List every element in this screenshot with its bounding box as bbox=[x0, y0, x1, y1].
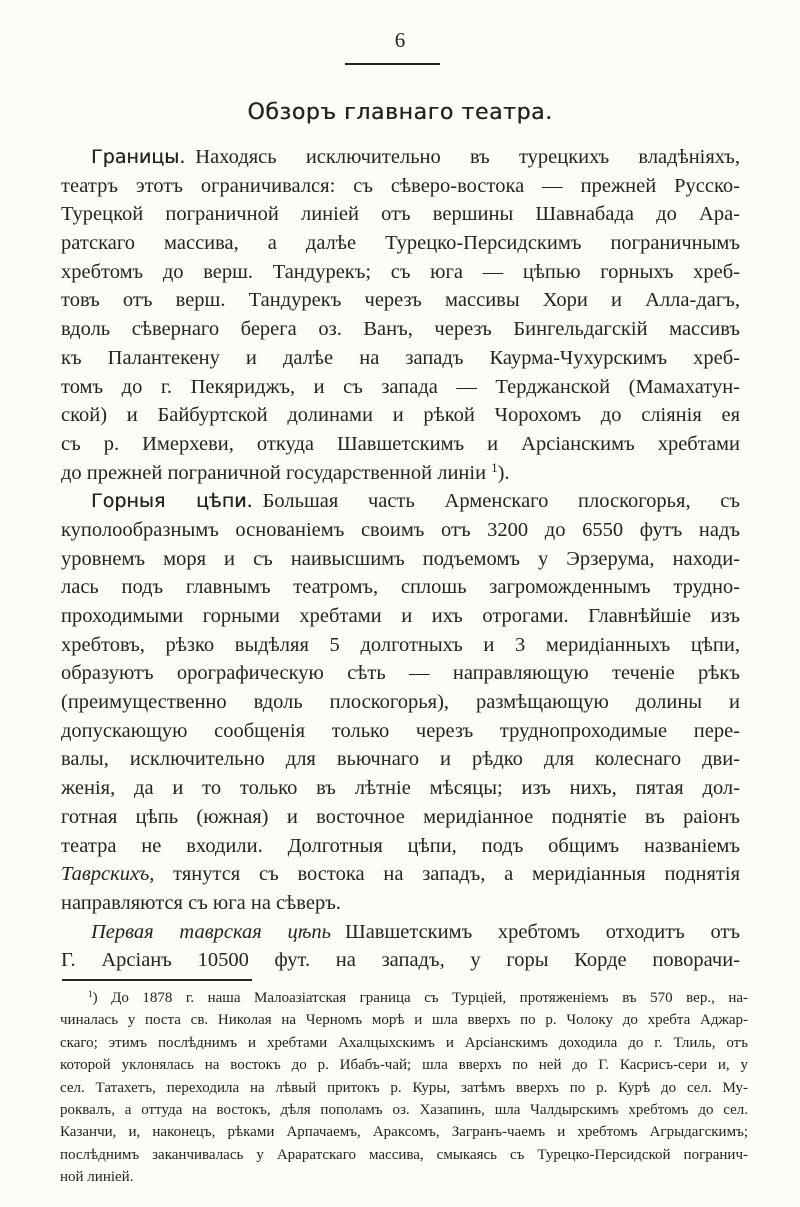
paragraph-lead-in: Горныя цѣпи. bbox=[91, 490, 253, 513]
paragraph bbox=[61, 918, 740, 975]
text-segment: уровнемъ моря и съ наивысшимъ подъемомъ у Эрзерума, находи- bbox=[61, 547, 740, 570]
text-segment: Турецкой пограничной линіей отъ вершины Шавнабада до Ара- bbox=[61, 203, 740, 226]
text-segment: лась подъ главнымъ театромъ, сплошь загроможденнымъ трудно- bbox=[61, 576, 740, 599]
paragraph-lead-in: Первая таврская цѣпь bbox=[91, 920, 332, 943]
text-line bbox=[61, 229, 740, 258]
text-segment: валы, исключительно для вьючнаго и рѣдко для колеснаго дви- bbox=[61, 748, 740, 771]
text-line bbox=[61, 258, 740, 287]
footnote-separator bbox=[62, 979, 252, 981]
text-segment: сел. Татахетъ, переходила на лѣвый притокъ р. Куры, затѣмъ вверхъ по р. Курѣ до сел. Му- bbox=[60, 1079, 748, 1096]
text-segment: допускающую сообщенія только черезъ труднопроходимые пере- bbox=[61, 719, 740, 742]
text-line bbox=[60, 1077, 748, 1099]
text-segment: до прежней пограничной государственной линіи bbox=[61, 461, 492, 484]
text-line bbox=[61, 430, 740, 459]
footnote-ref: 1 bbox=[491, 461, 498, 476]
text-segment: Казанчи, и, наконецъ, рѣками Арпачаемъ, Араксомъ, Загранъ-чаемъ и хребтомъ Агрыдагскимъ; bbox=[60, 1124, 748, 1141]
text-segment: вдоль сѣвернаго берега оз. Ванъ, черезъ Бингельдагскій массивъ bbox=[61, 318, 740, 341]
text-segment: женія, да и то только въ лѣтніе мѣсяцы; изъ нихъ, пятая дол- bbox=[61, 777, 740, 800]
text-line bbox=[60, 1054, 748, 1076]
text-line bbox=[61, 832, 740, 861]
text-segment: товъ отъ верш. Тандурекъ черезъ массивы Хори и Алла-дагъ, bbox=[61, 289, 740, 312]
footnote bbox=[60, 987, 748, 1189]
text-segment: ) До 1878 г. наша Малоазіатская граница съ Турціей, протяженіемъ въ 570 вер., на- bbox=[92, 990, 748, 1006]
page-number-rule bbox=[345, 63, 440, 65]
text-line bbox=[61, 745, 740, 774]
text-line bbox=[60, 1009, 748, 1031]
text-segment: ратскаго массива, а далѣе Турецко-Персидскимъ пограничнымъ bbox=[61, 232, 740, 255]
text-segment: Большая часть Арменскаго плоскогорья, съ bbox=[262, 490, 740, 513]
text-segment: хребтовъ, рѣзко выдѣляя 5 долготныхъ и 3 меридіанныхъ цѣпи, bbox=[61, 633, 740, 656]
text-segment: ). bbox=[497, 461, 510, 484]
text-segment: послѣднимъ заканчивалась у Араратскаго массива, смыкаясь съ Турецко-Персидской погранич- bbox=[60, 1146, 748, 1163]
text-line bbox=[61, 545, 740, 574]
text-line bbox=[61, 516, 740, 545]
page-number: 6 bbox=[394, 28, 406, 52]
text-line bbox=[60, 1144, 748, 1166]
text-line bbox=[61, 889, 740, 918]
text-line bbox=[61, 573, 740, 602]
text-line bbox=[60, 1121, 748, 1143]
text-line bbox=[61, 344, 740, 373]
text-line bbox=[60, 1099, 748, 1121]
text-segment: образуютъ орографическую сѣть — направляющую теченіе рѣкъ bbox=[61, 662, 740, 685]
text-segment: тянутся съ востока на западъ, а меридіанныя поднятія bbox=[154, 863, 740, 886]
text-segment: скаго; этимъ послѣднимъ и хребтами Ахалцыхскимъ и Арсіанскимъ доходила до г. Тлиль, отъ bbox=[60, 1034, 748, 1051]
text-segment: которой уклонялась на востокъ до р. Ибабъ-чай; шла вверхъ по ней до Г. Касрисъ-сери и, у bbox=[60, 1057, 748, 1074]
footnote-ref: 1 bbox=[88, 990, 93, 1001]
text-segment: Находясь исключительно въ турецкихъ владѣніяхъ, bbox=[195, 146, 740, 168]
text-segment: хребтомъ до верш. Тандурекъ; съ юга — цѣпью горныхъ хреб- bbox=[61, 260, 740, 283]
text-segment: Шавшетскимъ хребтомъ отходитъ отъ bbox=[345, 920, 740, 943]
text-segment: куполообразнымъ основаніемъ своимъ отъ 3200 до 6550 футъ надъ bbox=[61, 518, 740, 541]
paragraph bbox=[61, 487, 740, 917]
text-segment: съ р. Имерхеви, откуда Шавшетскимъ и Арсіанскимъ хребтами bbox=[61, 432, 740, 455]
text-line bbox=[60, 1166, 748, 1188]
text-line bbox=[61, 459, 740, 488]
text-line bbox=[60, 987, 748, 1009]
text-segment: ной линіей. bbox=[60, 1169, 134, 1186]
text-segment: (преимущественно вдоль плоскогорья), размѣщающую долины и bbox=[61, 691, 740, 714]
text-segment: къ Палантекену и далѣе на западъ Каурма-Чухурскимъ хреб- bbox=[61, 346, 740, 369]
text-segment: ской) и Байбуртской долинами и рѣкой Чорохомъ до сліянія ея bbox=[61, 404, 740, 427]
text-line bbox=[61, 631, 740, 660]
text-line bbox=[61, 803, 740, 832]
text-segment: направляются съ юга на сѣверъ. bbox=[61, 891, 341, 914]
text-line bbox=[61, 717, 740, 746]
text-line bbox=[61, 946, 740, 975]
italic-text: Таврскихъ, bbox=[61, 863, 155, 886]
text-line bbox=[61, 373, 740, 402]
text-line bbox=[61, 172, 740, 201]
text-segment: чиналась у поста св. Николая на Черномъ морѣ и шла вверхъ по р. Чолоку до хребта Аджар- bbox=[60, 1012, 748, 1029]
text-segment: театра не входили. Долготныя цѣпи, подъ общимъ названіемъ bbox=[61, 834, 740, 857]
text-line bbox=[61, 860, 740, 889]
paragraph bbox=[61, 143, 740, 487]
text-line bbox=[60, 1032, 748, 1054]
text-line bbox=[61, 659, 740, 688]
text-segment: проходимыми горными хребтами и ихъ отрогами. Главнѣйшіе изъ bbox=[61, 605, 740, 627]
text-line bbox=[61, 774, 740, 803]
text-line bbox=[61, 200, 740, 229]
text-segment: роквалъ, а оттуда на востокъ, дѣля пополамъ оз. Хазапинъ, шла Чалдырскимъ хребтомъ до сел. bbox=[60, 1101, 748, 1118]
text-segment: томъ до г. Пекяриджъ, и съ запада — Терджанской (Мамахатун- bbox=[61, 375, 740, 398]
text-segment: готная цѣпь (южная) и восточное меридіанное поднятіе въ раіонъ bbox=[61, 805, 740, 828]
paragraph-lead-in: Границы. bbox=[91, 146, 186, 168]
text-line bbox=[61, 918, 740, 947]
text-line bbox=[61, 602, 740, 631]
text-line bbox=[61, 401, 740, 430]
text-segment: Г. Арсіанъ 10500 фут. на западъ, у горы Корде поворачи- bbox=[61, 949, 740, 972]
text-line bbox=[61, 286, 740, 315]
body-text bbox=[61, 143, 740, 975]
page-title: Обзоръ главнаго театра. bbox=[247, 100, 553, 125]
text-line bbox=[61, 143, 740, 172]
text-line bbox=[61, 688, 740, 717]
text-line bbox=[61, 315, 740, 344]
text-line bbox=[61, 487, 740, 516]
text-segment: театръ этотъ ограничивался: съ сѣверо-востока — прежней Русско- bbox=[61, 174, 740, 197]
